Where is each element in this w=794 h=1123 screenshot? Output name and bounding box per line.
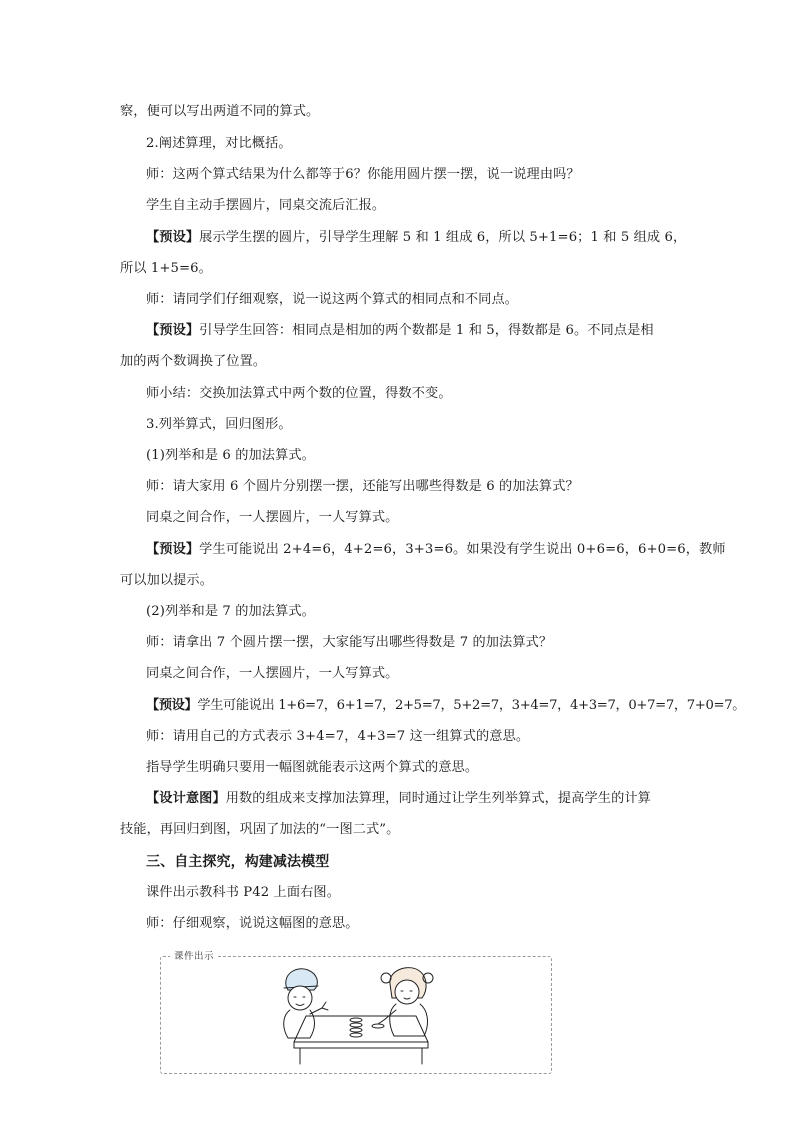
section-step-heading: 3.列举算式，回归图形。 <box>146 417 292 432</box>
teacher-summary: 师小结：交换加法算式中两个数的位置，得数不变。 <box>146 386 452 401</box>
paragraph-text: 技能，再回归到图，巩固了加法的“一图二式”。 <box>120 822 400 837</box>
sub-step-heading: (1)列举和是 6 的加法算式。 <box>146 448 315 463</box>
boy-and-girl-placing-counters-illustration <box>276 964 446 1066</box>
paragraph-text: 加的两个数调换了位置。 <box>120 354 267 369</box>
paragraph-text: 指导学生明确只要用一幅图就能表示这两个算式的意思。 <box>146 760 479 775</box>
bracket-tag: 【预设】 <box>146 323 200 338</box>
paragraph-text: 同桌之间合作，一人摆圆片，一人写算式。 <box>146 510 399 525</box>
paragraph-text: 课件出示教科书 P42 上面右图。 <box>146 885 340 900</box>
bracket-tag: 【预设】 <box>146 698 198 713</box>
bracket-tag: 【预设】 <box>146 230 200 245</box>
preset-paragraph: 【预设】学生可能说出 1+6=7，6+1=7，2+5=7，5+2=7，3+4=7，4+3=7，0+7=7，7+0=7。 <box>146 698 746 713</box>
paragraph-text: 所以 1+5=6。 <box>120 261 212 276</box>
counters-drawing <box>350 1018 384 1037</box>
section-heading: 三、自主探究，构建减法模型 <box>146 854 330 870</box>
preset-paragraph: 【预设】学生可能说出 2+4=6，4+2=6，3+3=6。如果没有学生说出 0+6=6，6+0=6，教师 <box>146 542 726 557</box>
design-intent-paragraph: 【设计意图】用数的组成来支撑加法算理，同时通过让学生列举算式，提高学生的计算 <box>146 791 651 806</box>
teacher-question: 师：请用自己的方式表示 3+4=7，4+3=7 这一组算式的意思。 <box>146 729 530 744</box>
girl-figure-drawing <box>378 968 433 1036</box>
paragraph-text: 可以加以提示。 <box>120 573 214 588</box>
paragraph-text: 学生自主动手摆圆片，同桌交流后汇报。 <box>146 198 386 213</box>
teacher-question: 师：请大家用 6 个圆片分别摆一摆，还能写出哪些得数是 6 的加法算式？ <box>146 479 579 494</box>
section-step-heading: 2.阐述算理，对比概括。 <box>146 136 292 151</box>
boy-figure-drawing <box>284 969 328 1038</box>
preset-paragraph: 【预设】展示学生摆的圆片，引导学生理解 5 和 1 组成 6，所以 5+1=6；1 和 5 组成 6， <box>146 230 687 245</box>
teacher-question: 师：这两个算式结果为什么都等于6？你能用圆片摆一摆，说一说理由吗？ <box>146 167 580 182</box>
teacher-question: 师：请拿出 7 个圆片摆一摆，大家能写出哪些得数是 7 的加法算式？ <box>146 635 553 650</box>
paragraph-text: 同桌之间合作，一人摆圆片，一人写算式。 <box>146 666 399 681</box>
preset-paragraph: 【预设】引导学生回答：相同点是相加的两个数都是 1 和 5，得数都是 6。不同点是相 <box>146 323 654 338</box>
teacher-question: 师：请同学们仔细观察，说一说这两个算式的相同点和不同点。 <box>146 292 519 307</box>
bracket-tag: 【设计意图】 <box>146 791 226 806</box>
teacher-question: 师：仔细观察，说说这幅图的意思。 <box>146 916 359 931</box>
paragraph-text: 察，便可以写出两道不同的算式。 <box>120 104 320 119</box>
bracket-tag: 【预设】 <box>146 542 200 557</box>
sub-step-heading: (2)列举和是 7 的加法算式。 <box>146 604 315 619</box>
courseware-figure-label: 课件出示 <box>170 948 218 962</box>
